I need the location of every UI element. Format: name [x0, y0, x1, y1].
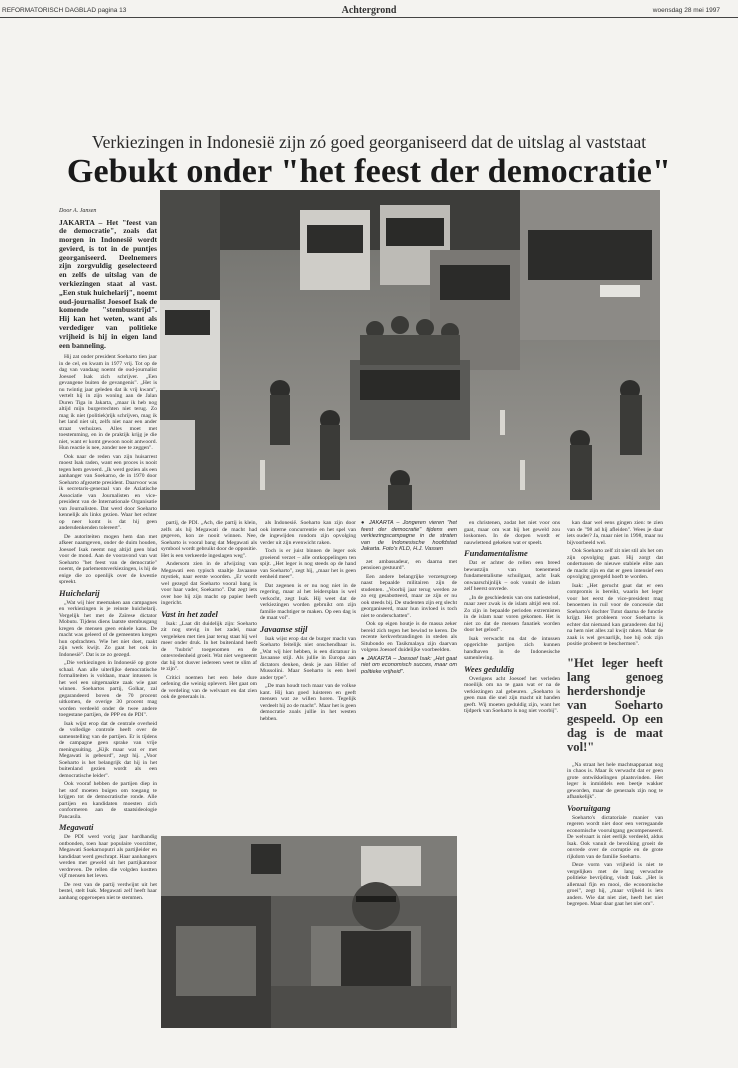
section-title: Achtergrond [341, 5, 397, 16]
byline: Door A. Jansen [59, 208, 97, 214]
paragraph: Dat er achter de rellen een breed bewustzijn van toenemend fundamentalisme schuilgaat, acht Isak onwaarschijnlijk – ook vanuit de islam zelf heerst onvrede. [464, 560, 560, 592]
traffic-photo [160, 190, 660, 510]
article-headline: Gebukt onder "het feest der democratie" [66, 153, 672, 190]
subheading: Megawati [59, 822, 94, 833]
paragraph: Een andere belangrijke verzetsgroep naast bepaalde militairen zijn de studenten. „Voorbij jaar terug werden ze zo erg gesabotteerd, maar ze zijn er nu ook steeds bij. De studenten zijn erg slecht georganiseerd, maar hun invloed is toch niet te onderschatten". [361, 573, 457, 619]
subheading: Wees geduldig [464, 663, 515, 674]
paragraph: Hij zat onder president Soeharto tien jaar in de cel, en kwam in 1977 vrij. Tot op de dag van vandaag noemt de oud-journalist Joesoef Isak zich schrijver. „Een gevangene buiten de gevangenis". „Het is nu twintig jaar geleden dat ik vrij kwam", vertelt hij in zijn woning aan de Jalan Duren Tiga in Jakarta, „maar ik heb nog altijd mijn burgerrechten niet terug. Zo mag ik niet (politiek)rijk schrijven, mag ik het land niet uit, zelfs niet naar een ander straat verhuizen. Alles moet met toestemming, en in de praktijk krijg je die niet, want er komt gewoon nooit antwoord. Hun reactie is nee, zonder nee te zeggen". [59, 354, 157, 452]
photo-caption [361, 520, 457, 553]
lead-paragraph: JAKARTA – Het "feest van de democratie", zoals dat morgen in Indonesië wordt gevierd, is tot in de puntjes georganiseerd. Deelnemers zijn zorgvuldig geselecteerd en zelfs de uitslag van de verkiezingen staat al vast. „Een stuk huichelarij", noemt oud-journalist Joesoef Isak de komende "stembusstrijd". Hij kan het weten, want als verdediger van politieke vrijheid is hij in eigen land een banneling. [59, 217, 157, 350]
paragraph: Overigens acht Joesoef het verleden moeilijk om na te gaan wat er na de verkiezingen zal gebeuren. „Soeharto is geen man die snel zijn macht uit handen geeft. Wij moeten geduldig zijn, want het tijdperk van Soeharto is nog niet voorbij". [464, 675, 560, 714]
article-column-5 [464, 520, 560, 1030]
portrait-photo [161, 836, 457, 1028]
paragraph: Ook Soeharto zelf zit niet stil als het om zijn opvolging gaat. Hij zorgt dat ondertussen de nieuwe stabiele elite aan de macht zijn en dat er geen intensief een opvolging geregeld hoeft te worden. [567, 548, 663, 580]
paragraph: Isak: „Laat dit duidelijk zijn: Soeharto zit nog stevig in het zadel, maar vergeleken met tien jaar terug staat hij wel meer onder druk. In het buitenland heeft de "hubris" toegenomen en de ontevredenheid groeit. Wat niet wegneemt dat hij tot dusver iedereen weet te slim af te zijn". [161, 620, 257, 672]
subheading: Vooruitgang [567, 802, 611, 813]
newspaper-name: REFORMATORISCH DAGBLAD pagina 13 [2, 7, 127, 14]
paragraph: partij, de PDI. „Ach, die partij is klein, zelfs als hij Megawati de macht had gegeven, kon ze nooit winnen. Nee, Soeharto is vooral bang dat Megawati als symbool wordt gebruikt door de oppositie. Het is een verkeerde ingeslagen weg". [161, 520, 257, 559]
paragraph: „Die verkiezingen in Indonesië op grote schaal. Aan alle uiterlijke democratische formaliteiten is voldaan, maar intussen is het wel een uitgemaakte zaak wie gaat winnen. Soehartos partij, Golkar, zal gegarandeerd boven de 70 procent uitkomen, de overige 30 procent mag worden verdeeld onder de twee andere toegestane partijen, de PPP en de PDI". [59, 660, 157, 719]
paragraph: Isak wijst erop dat de burger macht van Soeharto feitelijk niet onschendbaar is. „Wat wij hier hebben, is een dictatuur in Javaanse stijl. Als jullie in Europa aan dictators denken, denk je aan Hitler of Mussolini. Maar Soeharto is een heel ander type". [260, 635, 356, 681]
subheading: Vast in het zadel [161, 608, 218, 619]
paragraph: Ook naar de reden van zijn huisarrest moest Isak raden, want een proces is nooit tegen hem gevoerd. „Ik werd gezien als een aanhanger van Soekarno, de in 1970 door Soeharto afgezette president. Daarvoor was ik secretaris-generaal van de Aziatische Associatie van Journalisten en vice-president van de Internationale Organisatie van Journalisten. Dat werd door Soeharto kennelijk als links gezien. Waar het echter op neer komt is dat hij geen andersdenkenden tolereert". [59, 453, 157, 532]
paragraph: Deze vorm van vrijheid is niet te vergelijken met de lang verwachte politieke bevrijding, vindt Isak. „Het is allemaal fijn en mooi, die economische groei", zegt hij, „maar vrijheid is iets anders. Wie dat niet ziet, heeft het niet begrepen. Maar daar gaat het niet om". [567, 862, 663, 907]
paragraph: Soeharto's dictatoriale manier van regeren wordt niet door een verregaande economische vooruitgang gecompenseerd. De welvaart is niet eerlijk verdeeld, aldus Isak. Ook vanuit de bevolking groeit de onvrede over de corruptie en de grote rijkdom van de familie Soeharto. [567, 814, 663, 860]
paragraph: zet ambassadeur, en daarna met pensioen gestuurd". [361, 558, 457, 571]
subheading: Huichelarij [59, 587, 100, 598]
paragraph: „De man houdt toch maar van de volkse kant. Hij kan goed luisteren en geeft mensen wat ze willen horen. Tegelijk verdeelt hij zo de macht". Maar het is geen democratie zoals jullie in het westen hebben. [260, 683, 356, 722]
paragraph: „Na straat het hele machtsapparaat nog in chaos is. Maar ik verwacht dat er geen grote ontwikkelingen plaatsvinden. Het leger is inmiddels een beetje wakker geworden, maar de generaals zijn nog te afhankelijk". [567, 761, 663, 800]
subheading: Javaanse stijl [260, 623, 308, 634]
paragraph: Dat zegenen is er nu nog niet in de regering, maar al het leidersplan is wel verkocht, zegt Isak. Hij weet dat de verkiezingen worden gebruikt om zijn familie machtiger te maken. Op een dag is de maat vol". [260, 582, 356, 621]
paragraph: „In de geschiedenis van ons natiestelsel, maar zeer zwak is de islam altijd een rol. Zo zijn in bepaalde perioden extremisten in de islam naar voren gekomen. Het is niet zo dat de mensen fanatiek worden door het geloof". [464, 594, 560, 633]
subheading: Fundamentalisme [464, 548, 528, 558]
article-column-4 [361, 520, 457, 830]
article-column-3 [260, 520, 356, 830]
paragraph: Andersom zien in de afwijzing van Megawati een typisch staaltje Javaanse mystiek, naar eerste woorden. „Er wordt wel gezegd dat Soeharto vooral bang is voor haar vader, Soekarno". Dat zegt iets over hoe hij zijn macht op papier heeft ingericht. [161, 561, 257, 606]
paragraph: Isak: „Het gerucht gaat dat er een compromis is bereikt, waarin het leger voor het eerst de vice-president mag benoemen in ruil voor de concessie dat Soeharto's dochter Tutut daarna de functie krijgt. Het probleem voor Soeharto is echter dat niemand kan garanderen dat hij na hem niet alles zal kwijt raken. Maar de zaak is wel gevaarlijk, hoe hij ook zijn positie probeert te beschermen". [567, 582, 663, 647]
issue-date: woensdag 28 mei 1997 [652, 7, 720, 14]
pull-quote: "Het leger heeft lang genoeg herdershondje van Soeharto gespeeld. Op een dag is de maat vol!" [567, 655, 663, 754]
article-column-6 [567, 520, 663, 1030]
paragraph: Isak verwacht nu dat de intussen opgerichte partijen zich kunnen handhaven in de Indonesische samenleving. [464, 635, 560, 661]
paragraph: Isak wijst erop dat de centrale overheid de volledige controle heeft over de samenstelling van de partijen. Er is tijdens de campagne geen sprake van vrije meningsuiting. „Kijk maar wat er met Megawati is gebeurd", zegt hij. „Voor Soeharto is het belangrijk dat hij in het buitenland gezien wordt als een democratische leider". [59, 720, 157, 779]
paragraph: kan daar wel eens gingen zien: te zien van de "98 ad hij afleiden". Wees je daar iets ouder? Ja, maar niet in 1998, maar nu bijvoorbeeld wel. [567, 520, 663, 546]
paragraph: De rest van de partij verdwijnt uit het bestel, stelt Isak. Megawati zelf heeft haar aanhang opgeroepen niet te stemmen. [59, 881, 157, 901]
article-column-1 [59, 208, 157, 1030]
article-kicker: Verkiezingen in Indonesië zijn zó goed georganiseerd dat de uitslag al vaststaat [91, 132, 647, 152]
paragraph: De PDI werd vorig jaar hardhandig ontbonden, toen haar populaire voorzitter, Megawati Soekarnoputri als partijleider en kandidaat werd geschrapt. Haar aanhangers werden met geweld uit het partijkantoor verdreven. De rellen die volgden kostten vijf mensen het leven. [59, 834, 157, 880]
paragraph: en christenen, zodat het niet voor ons gaat, maar om wat bij het geweld zou loskomen. In de dorpen wordt er nauwlettend gekeken wat er speelt. [464, 520, 560, 546]
paragraph: Toch is er juist binnen de leger ook groeiend verzet – alle ontkoppelingen ten spijt. „Het leger is nog steeds op de hand van Soeharto", zegt hij, „maar het is geen eenheid meer". [260, 548, 356, 580]
page-header [0, 4, 738, 18]
paragraph: Critici noemen het een hele dure oefening die weinig oplevert. Het gaat om de verdeling van de welvaart en dat zien ook de generaals in. [161, 674, 257, 700]
header-divider [0, 17, 738, 18]
paragraph: als Indonesië. Soeharto kan zijn door ook interne concurrentie en het spel van de ingewijden rondom zijn opvolging verder uit zijn evenwicht raken. [260, 520, 356, 546]
photo-caption: ● JAKARTA – Joesoef Isak: „Het gaat niet om economisch succes, maar om politieke vrijheid". [361, 655, 457, 675]
caption-text: ● JAKARTA – Jongeren vieren "het feest der democratie" tijdens een verkiezingscampagne in de straten van de Indonesische hoofdstad Jakarta. [361, 520, 457, 552]
paragraph: Ook vooraf hebben de partijen diep in het stof moeten buigen om toegang te krijgen tot de democratische ronde. Alle partijen en kandidaten moesten zich conformeren aan de staatsideologie Pancasila. [59, 781, 157, 820]
paragraph: De autoriteiten mogen hem dan met afkeer naamgeven, onder de duim houden, Joesoef Isak neemt nog altijd geen blad voor de mond. Aan de vooravond van wat Soeharto "het feest van de democratie" noemt, de parlementsverkiezingen, is hij de enige die zo openlijk over de kwestie spreekt. [59, 533, 157, 586]
paragraph: Ook op eigen houtje is de massa zeker bereid zich tegen het bewind te keren. De recente kerkverbrandingen in steden als Situbondo en Tasikmalaya zijn daarvan volgens Joesoef duidelijke voorbeelden. [361, 621, 457, 653]
photo-credit: Foto's KLD, H.J. Vassen [382, 546, 444, 552]
paragraph: „Wat wij hier meemaken aan campagnes en verkiezingen is je reinste huichelarij. Vergelijk het met de Zaïrese dictator Mobutu. Tijdens diens laatste stembusgang kregen de mensen geen enkele kans. De macht was geleerd of de gemeenten kregen hun opdrachten. Wie het niet doet, raakt zijn werk kwijt. Zo gaat het ook in Indonesië". Dat is ze zo gezegd. [59, 599, 157, 658]
